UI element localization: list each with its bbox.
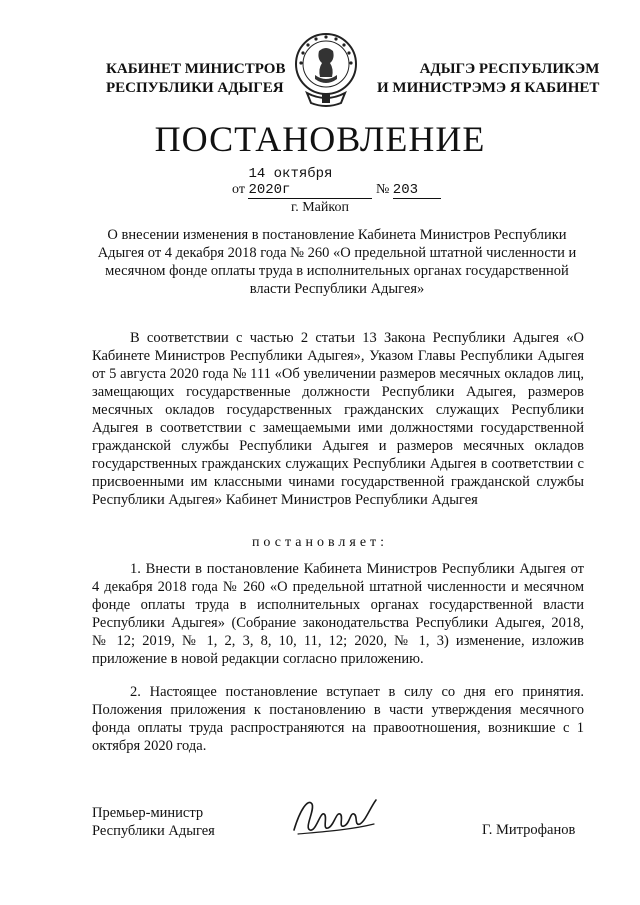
document-date: 14 октября 2020г xyxy=(248,166,372,199)
issuer-name-russian xyxy=(106,60,285,98)
issuer-line-1: АДЫГЭ РЕСПУБЛИКЭМ xyxy=(419,61,600,77)
signatory-position xyxy=(92,804,215,840)
issuer-line-2: РЕСПУБЛИКИ АДЫГЕЯ xyxy=(106,80,284,96)
document-subject: О внесении изменения в постановление Кабинета Министров Республики Адыгея от 4 декабря 2018 года № 260 «О предельной штатной численности и месячном фонде оплаты труда в исполнительных органах государственной власти Республики Адыгея» xyxy=(97,227,577,297)
issuer-line-1: КАБИНЕТ МИНИСТРОВ xyxy=(106,61,286,77)
preamble-paragraph: В соответствии с частью 2 статьи 13 Закона Республики Адыгея «О Кабинете Министров Республики Адыгея», Указом Главы Республики Адыгея от 5 августа 2020 года № 111 «Об увеличении размеров месячных окладов лиц, замещающих государственные должности Республики Адыгея, размеров месячных окладов государственных гражданских служащих Республики Адыгея в соответствии с замещаемыми ими должностями государственной гражданской службы Республики Адыгея и размеров месячных окладов государственных гражданских служащих Республики Адыгея в соответствии с присвоенными им классными чинами государственной гражданской службы Республики Адыгея» Кабинет Министров Республики Адыгея xyxy=(92,330,584,508)
item-2-paragraph: 2. Настоящее постановление вступает в силу со дня его принятия. Положения приложения к постановлению в части утверждения месячного фонда оплаты труда распространяются на правоотношения, возникшие с 1 октября 2020 года. xyxy=(92,684,584,754)
document-number: 203 xyxy=(393,182,441,199)
coat-of-arms-icon xyxy=(289,31,363,111)
position-line-1: Премьер-министр xyxy=(92,805,204,821)
city: г. Майкоп xyxy=(291,200,349,215)
signatory-name: Г. Митрофанов xyxy=(482,822,576,838)
date-label: от xyxy=(232,182,245,197)
date-line xyxy=(232,166,441,199)
position-line-2: Республики Адыгея xyxy=(92,823,215,839)
item-1-paragraph: 1. Внести в постановление Кабинета Министров Республики Адыгея от 4 декабря 2018 года № 260 «О предельной штатной численности и месячном фонде оплаты труда в исполнительных органах государственной власти Республики Адыгея» (Собрание законодательства Республики Адыгея, 2018, № 12; 2019, № 1, 2, 3, 8, 10, 11, 12; 2020, № 1, 3) изменение, изложив приложение в новой редакции согласно приложению. xyxy=(92,561,584,667)
issuer-name-adyghe xyxy=(377,60,599,98)
handwritten-signature xyxy=(290,790,382,846)
decree-word: постановляет: xyxy=(251,535,389,550)
issuer-line-2: И МИНИСТРЭМЭ Я КАБИНЕТ xyxy=(377,80,600,96)
document-title: ПОСТАНОВЛЕНИЕ xyxy=(154,119,486,159)
number-label: № xyxy=(375,182,390,197)
